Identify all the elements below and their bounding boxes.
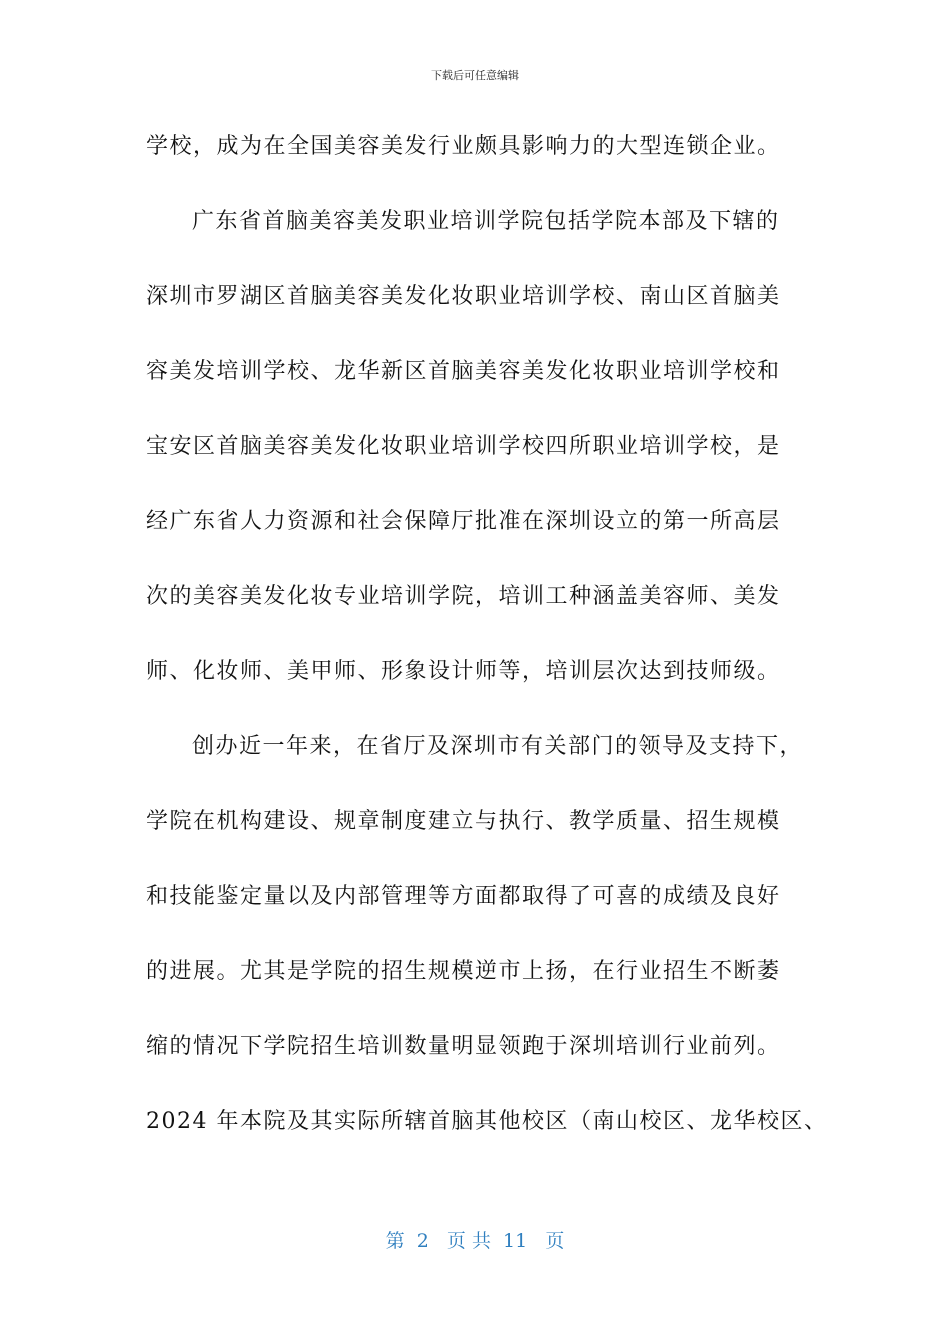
paragraph-line: 宝安区首脑美容美发化妆职业培训学校四所职业培训学校，是 — [146, 434, 781, 459]
paragraph-line: 学校，成为在全国美容美发行业颇具影响力的大型连锁企业。 — [146, 134, 781, 159]
paragraph-line: 的进展。尤其是学院的招生规模逆市上扬，在行业招生不断萎 — [146, 959, 781, 984]
paragraph-line: 深圳市罗湖区首脑美容美发化妆职业培训学校、南山区首脑美 — [146, 284, 781, 309]
paragraph-line: 2024 年本院及其实际所辖首脑其他校区（南山校区、龙华校区、 — [146, 1109, 828, 1134]
page-number-footer: 第 2 页 共 11 页 — [385, 1230, 565, 1252]
paragraph-line: 学院在机构建设、规章制度建立与执行、教学质量、招生规模 — [146, 809, 781, 834]
paragraph-line: 容美发培训学校、龙华新区首脑美容美发化妆职业培训学校和 — [146, 359, 781, 384]
paragraph-line: 缩的情况下学院招生培训数量明显领跑于深圳培训行业前列。 — [146, 1034, 781, 1059]
paragraph-line: 次的美容美发化妆专业培训学院，培训工种涵盖美容师、美发 — [146, 584, 781, 609]
paragraph-line: 经广东省人力资源和社会保障厅批准在深圳设立的第一所高层 — [146, 509, 781, 534]
paragraph-line: 广东省首脑美容美发职业培训学院包括学院本部及下辖的 — [192, 209, 780, 234]
paragraph-line: 创办近一年来，在省厅及深圳市有关部门的领导及支持下， — [192, 734, 804, 759]
paragraph-line: 师、化妆师、美甲师、形象设计师等，培训层次达到技师级。 — [146, 659, 781, 684]
document-body — [146, 126, 828, 1176]
page-header-note: 下载后可任意编辑 — [431, 69, 519, 82]
paragraph-line: 和技能鉴定量以及内部管理等方面都取得了可喜的成绩及良好 — [146, 884, 781, 909]
